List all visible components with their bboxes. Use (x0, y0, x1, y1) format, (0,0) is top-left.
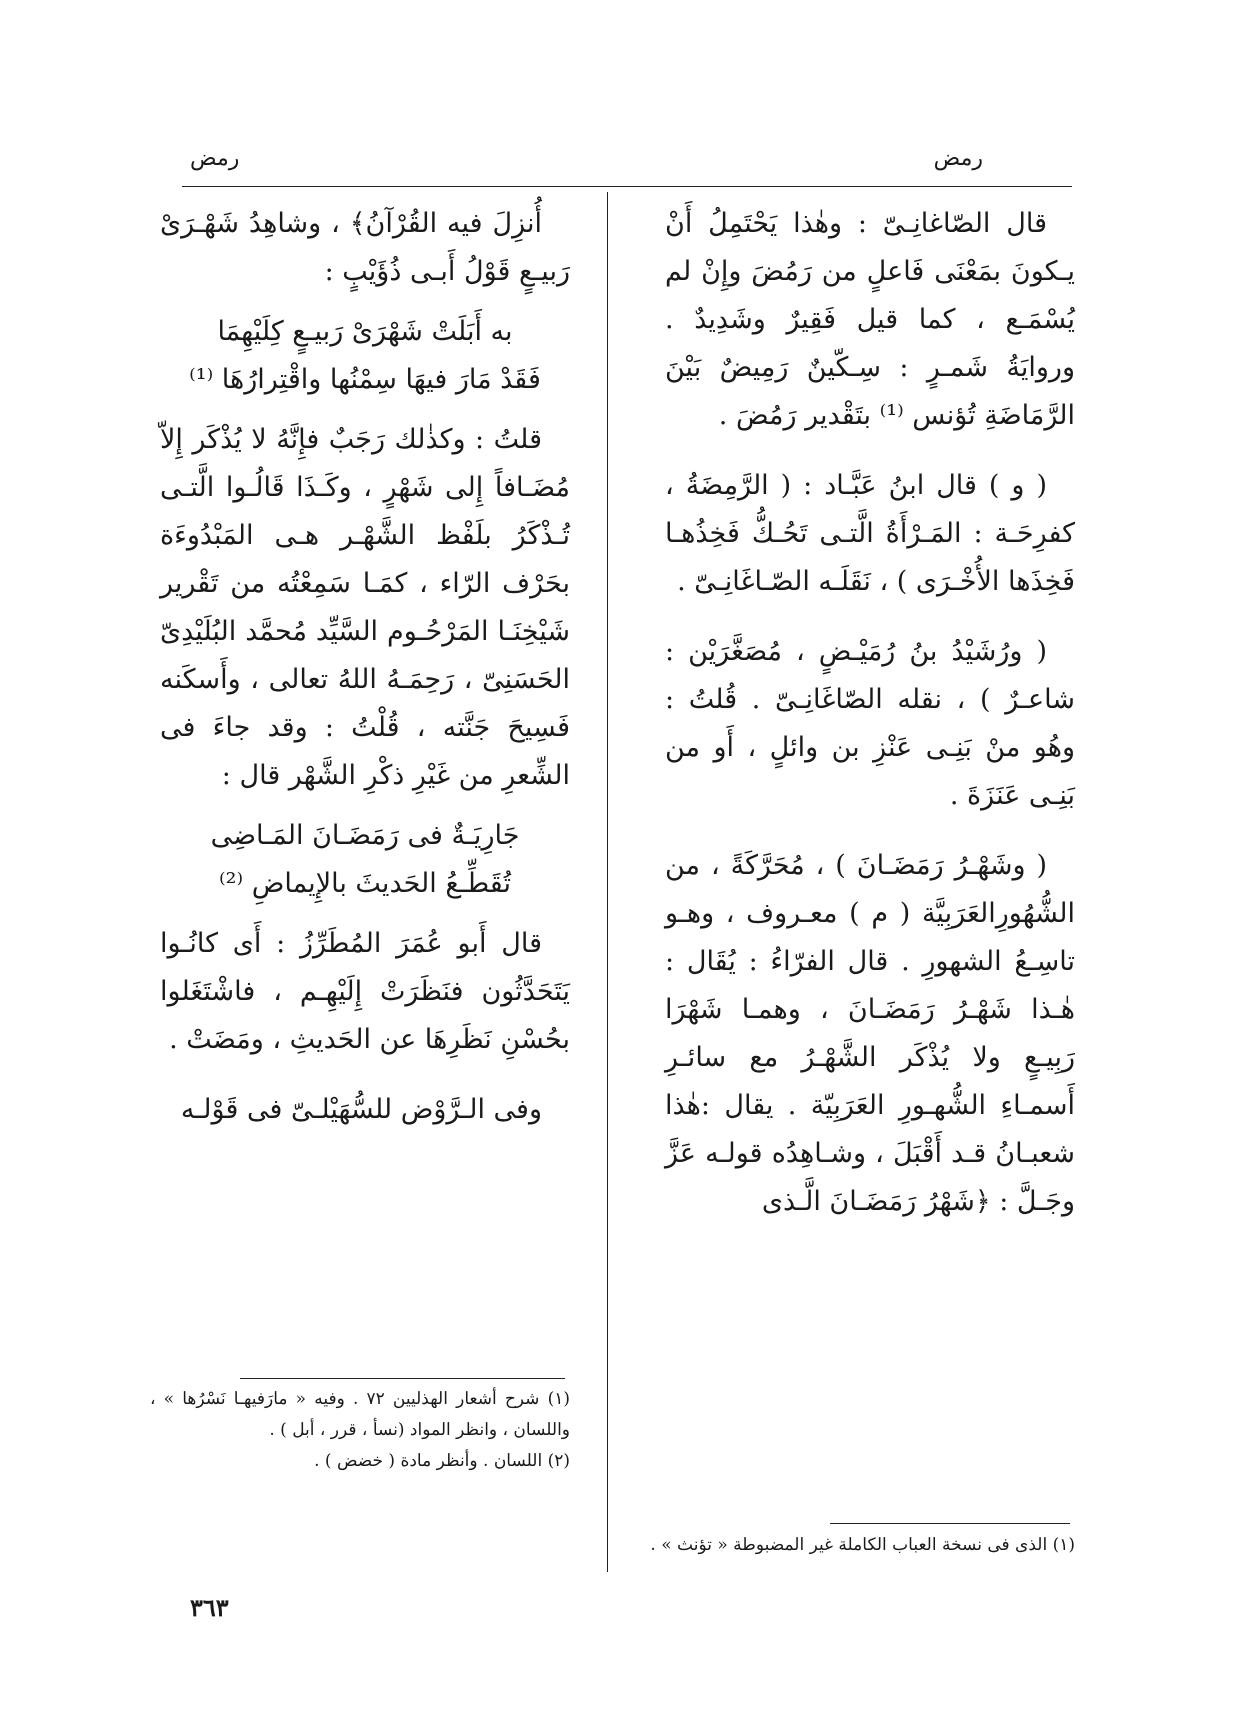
footnote-left-1: (١) شرح أشعار الهذليين ٧٢ . وفيه « مارَفيهـا نَسْرُها » ، واللسان ، وانظر المواد (نسأ ، قرر ، أبل ) . (150, 1389, 570, 1440)
running-head-right: رمض (933, 146, 983, 171)
verse-1-line-1: به أَبَلَتْ شَهْرَىْ رَبيـعٍ كِلَيْهِمَا (217, 316, 513, 347)
header-rule (182, 186, 1072, 187)
right-paragraph-1: قال الصّاغانِـىّ : وهٰذا يَحْتَمِلُ أَنْ يـكونَ بمَعْنَى فَاعلٍ من رَمُضَ وإِنْ لم يُسْمَـع ، كما قيل فَقِيرٌ وشَدِيدٌ . وروايَةُ شَمـرٍ : سِـكّينٌ رَمِيضٌ بَيْنَ الرَّمَاضَةِ تُؤنس ⁽¹⁾ بتَقْدير رَمُضَ . (665, 208, 1075, 431)
right-paragraph-3: ( ورُشَيْدُ بنُ رُمَيْـضٍ ، مُصَغَّرَيْن : شاعـرٌ ) ، نقله الصّاغَانِـىّ . قُلتُ : وهُو منْ بَنِـى عَنْزِ بن وائلٍ ، أَو من بَنِـى عَنَزَةَ . (665, 636, 1075, 811)
footnote-right-1: (١) الذى فى نسخة العباب الكاملة غير المضبوطة « تؤنث » . (650, 1535, 1075, 1555)
verse-2-line-2: تُقَطِّـعُ الحَديثَ بالإِيماضِ ⁽²⁾ (219, 868, 511, 899)
left-paragraph-2: قلتُ : وكذٰلك رَجَبٌ فإِنَّهُ لا يُذْكَر إِلاّ مُضَـافاً إِلى شَهْرٍ ، وكَـذَا قَالُـوا الَّتـى تُـذْكَرُ بلَفْظ الشَّهْـر هـى المَبْدُوءَة بحَرْف الرّاء ، كمَـا سَمِعْتُه من تَقْرير شَيْخِنَـا المَرْحُـوم السَّيِّد مُحمَّد البُلَيْدِىّ الحَسَنِىّ ، رَحِمَـهُ اللهُ تعالى ، وأَسكَنه فَسِيحَ جَنَّته ، قُلْتُ : وقد جاءَ فى الشِّعرِ من غَيْرِ ذكْرِ الشَّهْر قال : (160, 424, 570, 791)
right-paragraph-4: ( وشَهْـرُ رَمَضَـانَ ) ، مُحَرَّكَةً ، من الشُّهُورِالعَرَبِيَّة ( م ) معـروف ، وهـو تاسِـعُ الشهورِ . قال الفرّاءُ : يُقَال : هٰـذا شَهْـرُ رَمَضَـانَ ، وهمـا شَهْرَا رَبِيـعٍ ولا يُذْكَر الشَّهْـرُ مع سائـرِ أَسمـاءِ الشُّهـورِ العَرَبِيّة . يقال :هٰذا شعبـانُ قـد أَقْبَلَ ، وشـاهِدُه قولـه عَزَّ وجَـلَّ : ﴿شَهْرُ رَمَضَـانَ الَّـذى (665, 850, 1075, 1217)
footnote-left-2: (٢) اللسان . وأنظر مادة ( خضض ) . (314, 1451, 570, 1471)
right-column (665, 200, 1075, 1226)
column-divider (607, 192, 608, 1572)
left-paragraph-1: أُنزِلَ فيه القُرْآنُ﴾ ، وشاهِدُ شَهْـرَىْ رَبيـعٍ قَوْلُ أَبـى ذُؤَيْبٍ : (160, 208, 570, 287)
left-paragraph-3: قال أَبو عُمَرَ المُطَرِّزُ : أَى كانُـوا يَتَحَدَّثُون فنَظَرَتْ إِلَيْهِـم ، فاشْتَغَلوا بحُسْنِ نَظَرِهَا عن الحَديثِ ، ومَضَتْ . (160, 928, 570, 1055)
footnote-rule-right (830, 1523, 1070, 1524)
page-number: ٣٦٣ (190, 1593, 229, 1622)
running-head-left: رمض (190, 146, 240, 171)
footnotes-left (150, 1384, 570, 1477)
footnote-rule-left (240, 1378, 565, 1379)
verse-2-line-1: جَارِيَـةٌ فى رَمَضَـانَ المَـاضِى (210, 820, 520, 851)
verse-1-line-2: فَقَدْ مَارَ فيهَا سِمْنُها واقْتِرارُهَا ⁽¹⁾ (189, 364, 541, 395)
right-paragraph-2: ( و ) قال ابنُ عَبَّـاد : ( الرَّمِضَةُ ، كفرِحَـة : المَـرْأَةُ الَّتـى تَحُـكُّ فَخِذُهـا فَخِذَها الأُخْـرَى ) ، نَقَلَـه الصّـاغَانِـىّ . (665, 470, 1075, 597)
left-column (160, 200, 570, 1134)
footnotes-right (615, 1530, 1075, 1561)
left-paragraph-4: وفى الـرَّوْض للسُّهَيْلـىّ فى قَوْلـه (180, 1094, 542, 1125)
